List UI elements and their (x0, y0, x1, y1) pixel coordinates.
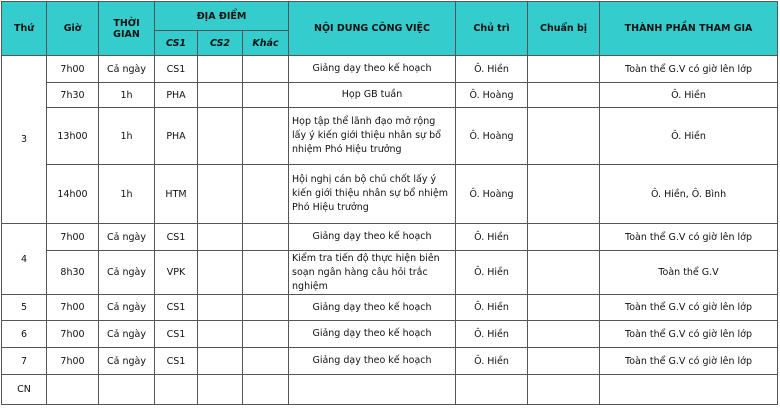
duration-cell: 1h (99, 83, 155, 108)
prep-cell (528, 375, 600, 405)
cs2-cell (198, 321, 243, 348)
cs1-cell: HTM (155, 165, 198, 224)
table-row (2, 108, 778, 165)
day-cell: 5 (2, 295, 47, 321)
day-cell: 6 (2, 321, 47, 348)
duration-cell: Cả ngày (99, 56, 155, 83)
cs2-cell (198, 108, 243, 165)
cs1-cell (155, 375, 198, 405)
header-gio: Giờ (47, 2, 99, 56)
cs1-cell: VPK (155, 251, 198, 295)
host-cell: Ô. Hiền (456, 348, 528, 375)
prep-cell (528, 108, 600, 165)
day-cell: 3 (2, 56, 47, 224)
participants-cell: Toàn thể G.V có giờ lên lớp (600, 295, 778, 321)
participants-cell: Ô. Hiền (600, 83, 778, 108)
host-cell: Ô. Hoàng (456, 108, 528, 165)
time-cell: 7h00 (47, 224, 99, 251)
host-cell (456, 375, 528, 405)
prep-cell (528, 295, 600, 321)
time-cell: 7h30 (47, 83, 99, 108)
prep-cell (528, 224, 600, 251)
header-thu: Thứ (2, 2, 47, 56)
cs2-cell (198, 251, 243, 295)
other-location-cell (243, 348, 289, 375)
table-header (2, 2, 778, 56)
participants-cell: Toàn thể G.V có giờ lên lớp (600, 321, 778, 348)
schedule-table (1, 1, 778, 405)
table-row (2, 348, 778, 375)
other-location-cell (243, 83, 289, 108)
header-khac: Khác (243, 31, 289, 56)
day-cell: 7 (2, 348, 47, 375)
task-content-cell: Giảng dạy theo kế hoạch (289, 56, 456, 83)
duration-cell: Cả ngày (99, 224, 155, 251)
prep-cell (528, 348, 600, 375)
cs2-cell (198, 83, 243, 108)
participants-cell: Toàn thể G.V có giờ lên lớp (600, 348, 778, 375)
prep-cell (528, 83, 600, 108)
task-content-cell: Họp GB tuần (289, 83, 456, 108)
time-cell: 7h00 (47, 295, 99, 321)
other-location-cell (243, 375, 289, 405)
time-cell: 7h00 (47, 56, 99, 83)
header-chuan-bi: Chuẩn bị (528, 2, 600, 56)
participants-cell: Toàn thể G.V (600, 251, 778, 295)
cs1-cell: CS1 (155, 224, 198, 251)
task-content-cell: Kiểm tra tiến độ thực hiện biên soạn ngân hàng câu hỏi trắc nghiệm (289, 251, 456, 295)
other-location-cell (243, 165, 289, 224)
host-cell: Ô. Hoàng (456, 83, 528, 108)
table-row (2, 251, 778, 295)
cs1-cell: CS1 (155, 321, 198, 348)
cs1-cell: CS1 (155, 56, 198, 83)
task-content-cell: Giảng dạy theo kế hoạch (289, 348, 456, 375)
duration-cell: Cả ngày (99, 295, 155, 321)
table-row (2, 295, 778, 321)
table-row (2, 165, 778, 224)
duration-cell: 1h (99, 165, 155, 224)
time-cell: 14h00 (47, 165, 99, 224)
table-row (2, 224, 778, 251)
participants-cell (600, 375, 778, 405)
task-content-cell: Giảng dạy theo kế hoạch (289, 224, 456, 251)
duration-cell: Cả ngày (99, 251, 155, 295)
host-cell: Ô. Hiền (456, 251, 528, 295)
duration-cell: Cả ngày (99, 348, 155, 375)
task-content-cell: Họp tập thể lãnh đạo mở rộng lấy ý kiến giới thiệu nhân sự bổ nhiệm Phó Hiệu trưởng (289, 108, 456, 165)
table-row (2, 375, 778, 405)
host-cell: Ô. Hiền (456, 56, 528, 83)
cs2-cell (198, 224, 243, 251)
header-thoi-gian: THỜI GIAN (99, 2, 155, 56)
cs2-cell (198, 295, 243, 321)
day-cell: 4 (2, 224, 47, 295)
time-cell: 8h30 (47, 251, 99, 295)
table-body (2, 56, 778, 405)
host-cell: Ô. Hiền (456, 295, 528, 321)
task-content-cell: Giảng dạy theo kế hoạch (289, 321, 456, 348)
duration-cell: Cả ngày (99, 321, 155, 348)
task-content-cell: Hội nghị cán bộ chủ chốt lấy ý kiến giới thiệu nhân sự bổ nhiệm Phó Hiệu trưởng (289, 165, 456, 224)
cs2-cell (198, 56, 243, 83)
time-cell: 13h00 (47, 108, 99, 165)
other-location-cell (243, 295, 289, 321)
day-cell: CN (2, 375, 47, 405)
table-row (2, 83, 778, 108)
prep-cell (528, 251, 600, 295)
participants-cell: Ô. Hiền, Ô. Bình (600, 165, 778, 224)
cs1-cell: PHA (155, 108, 198, 165)
header-cs2: CS2 (198, 31, 243, 56)
host-cell: Ô. Hoàng (456, 165, 528, 224)
cs1-cell: CS1 (155, 348, 198, 375)
duration-cell: 1h (99, 108, 155, 165)
cs2-cell (198, 375, 243, 405)
host-cell: Ô. Hiền (456, 224, 528, 251)
participants-cell: Ô. Hiền (600, 108, 778, 165)
other-location-cell (243, 251, 289, 295)
duration-cell (99, 375, 155, 405)
task-content-cell: Giảng dạy theo kế hoạch (289, 295, 456, 321)
other-location-cell (243, 56, 289, 83)
cs2-cell (198, 165, 243, 224)
time-cell: 7h00 (47, 348, 99, 375)
task-content-cell (289, 375, 456, 405)
header-cs1: CS1 (155, 31, 198, 56)
prep-cell (528, 165, 600, 224)
time-cell (47, 375, 99, 405)
other-location-cell (243, 321, 289, 348)
other-location-cell (243, 224, 289, 251)
participants-cell: Toàn thể G.V có giờ lên lớp (600, 224, 778, 251)
cs1-cell: PHA (155, 83, 198, 108)
header-thanh-phan: THÀNH PHẦN THAM GIA (600, 2, 778, 56)
other-location-cell (243, 108, 289, 165)
prep-cell (528, 321, 600, 348)
participants-cell: Toàn thể G.V có giờ lên lớp (600, 56, 778, 83)
header-chu-tri: Chủ trì (456, 2, 528, 56)
table-row (2, 321, 778, 348)
host-cell: Ô. Hiền (456, 321, 528, 348)
header-noi-dung: NỘI DUNG CÔNG VIỆC (289, 2, 456, 56)
header-dia-diem: ĐỊA ĐIỂM (155, 2, 289, 31)
prep-cell (528, 56, 600, 83)
cs1-cell: CS1 (155, 295, 198, 321)
cs2-cell (198, 348, 243, 375)
time-cell: 7h00 (47, 321, 99, 348)
table-row (2, 56, 778, 83)
